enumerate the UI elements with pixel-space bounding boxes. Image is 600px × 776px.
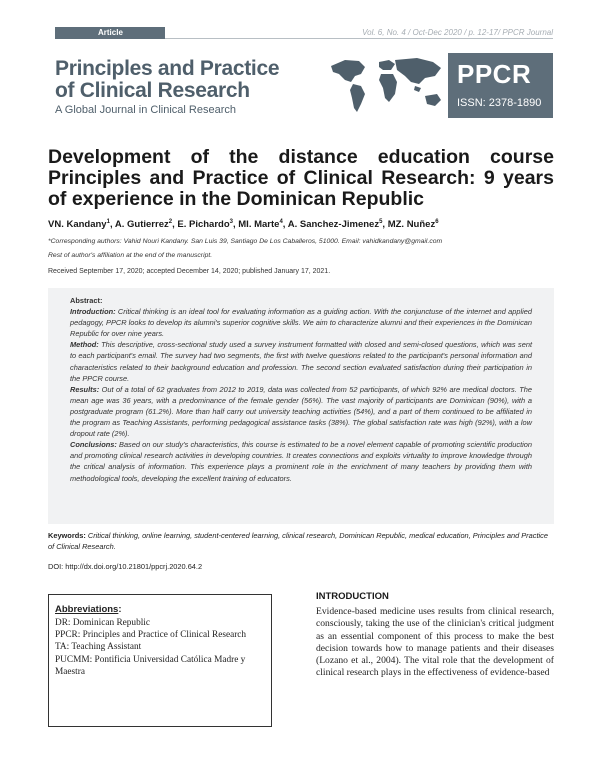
abbreviation-row: DR: Dominican Republic [55, 618, 151, 628]
author: VN. Kandany [48, 219, 107, 231]
label: Introduction: [70, 307, 116, 317]
introduction-heading: INTRODUCTION [316, 591, 389, 602]
abbreviations-colon: : [118, 604, 122, 615]
journal-name-line2: of Clinical Research [55, 79, 250, 102]
author: A. Gutierrez [114, 219, 169, 231]
author: E. Pichardo [177, 219, 230, 231]
section-tag: Article [55, 27, 165, 39]
abbreviation-row: PUCMM: Pontificia Universidad Católica Madre y Maestra [55, 654, 246, 677]
article-title: Development of the distance education course Principles and Practice of Clinical Research: 9 years of experience in the Dominican Republic [48, 146, 554, 210]
text: Out of a total of 62 graduates from 2012 to 2019, data was collected from 52 participants, of which 92% are medical doctors. The mean age was 36 years, with a predominance of the female gender (56%). The vast majority of participants are Dominican (90%), with a postgraduate program (61.2%). More than half carry out university teaching activities (54%), and a part of them continued to be affiliated in the program as Teaching Assistants, performing pedagogical assistance tasks (38%). The global satisfaction rate was high (92%), with a low dropout rate (2%). [70, 384, 532, 439]
author: A. Sanchez-Jimenez [287, 219, 380, 231]
abbreviations-box [48, 594, 272, 727]
author: MZ. Nuñez [387, 219, 436, 231]
keywords-text: Critical thinking, online learning, student-centered learning, clinical research, Dominican Republic, medical education, Principles and Practice of Clinical Research. [48, 531, 548, 551]
issn: ISSN: 2378-1890 [457, 97, 542, 109]
abstract-box [48, 288, 554, 524]
publication-dates: Received September 17, 2020; accepted December 14, 2020; published January 17, 2021. [48, 268, 331, 275]
author-affiliation: 4 [279, 219, 283, 225]
author-affiliation: 6 [435, 219, 439, 225]
journal-name [55, 58, 345, 102]
author-affiliation: 5 [379, 219, 383, 225]
corresponding-author: *Corresponding authors: Vahid Nouri Kandany. San Luis 39, Santiago De Los Caballeros, 51000. Email: vahidkandany@gmail.com [48, 238, 443, 245]
keywords-label: Keywords: [48, 531, 86, 540]
top-bar [55, 27, 553, 39]
abbreviations-title-row [55, 599, 265, 617]
affiliation-note: Rest of author's affiliation at the end of the manuscript. [48, 252, 213, 259]
label: Conclusions: [70, 440, 117, 450]
abstract-method [70, 339, 532, 383]
author: MI. Marte [238, 219, 280, 231]
abstract-conclusions [70, 439, 532, 483]
journal-subtitle: A Global Journal in Clinical Research [55, 104, 236, 116]
author-list: VN. Kandany$^1$, A. Gutierrez$^2$, E. Pichardo$^3$, MI. Marte$^4$, A. Sanchez-Jimenez$^5$, MZ. Nuñez$^6$ [48, 219, 439, 231]
world-map-icon [325, 52, 450, 118]
text: This descriptive, cross-sectional study used a survey instrument formatted with closed and semi-closed questions, which was sent to each participant's email. The survey had two segments, the first with twelve questions related to the participant's personal information and characteristics related to their background education and profession. The second section evaluated satisfaction during their participation in the PPCR course. [70, 340, 532, 383]
abstract-heading: Abstract: [70, 296, 103, 305]
abbreviation-row: TA: Teaching Assistant [55, 642, 142, 653]
issue-info: Vol. 6, No. 4 / Oct-Dec 2020 / p. 12-17/ PPCR Journal [362, 28, 553, 37]
ppcr-logo-box [448, 53, 553, 118]
author-affiliation: 2 [168, 219, 173, 225]
label: Method: [70, 340, 99, 350]
text: Critical thinking is an ideal tool for evaluating information as a guiding action. With the conjunctuse of the internet and applied pedagogy, PPCR looks to develop its alumni's superior cognitive skills. We aim to characterize alumni and their experiences in the Dominican Republic for over nine years. [70, 307, 532, 339]
introduction-text: Evidence-based medicine uses results from clinical research, consciously, taking the use of the clinician's critical judgment as an essential component of this process to make the best decision towards how to manage patients and their diseases (Lozano et al., 2004). The vital role that the development of clinical research plays in the effectiveness of evidence-based [316, 606, 554, 679]
abbreviations-title: Abbreviations [55, 604, 119, 615]
ppcr-logo: PPCR [457, 59, 532, 89]
author-affiliation: 3 [229, 219, 233, 225]
abbreviation-row: PPCR: Principles and Practice of Clinical Research [55, 630, 247, 641]
text: Based on our study's characteristics, this course is estimated to be a novel element capable of promoting scientific production and promoting clinical research activities in developing countries. It creates connections and exploits virtuality to improve knowledge through the critical analysis of information. This experience plays a prominent role in the enrichment of many teachers by providing them with methodological tools, developing the excellent training of educators. [70, 440, 532, 483]
label: Results: [70, 384, 100, 394]
doi-link[interactable]: DOI: http://dx.doi.org/10.21801/ppcrj.2020.64.2 [48, 562, 203, 571]
journal-name-line1: Principles and Practice [55, 57, 280, 80]
abstract-results [70, 384, 532, 439]
author-affiliation: 1 [106, 219, 110, 225]
keywords [48, 530, 554, 552]
abstract-introduction [70, 306, 532, 339]
